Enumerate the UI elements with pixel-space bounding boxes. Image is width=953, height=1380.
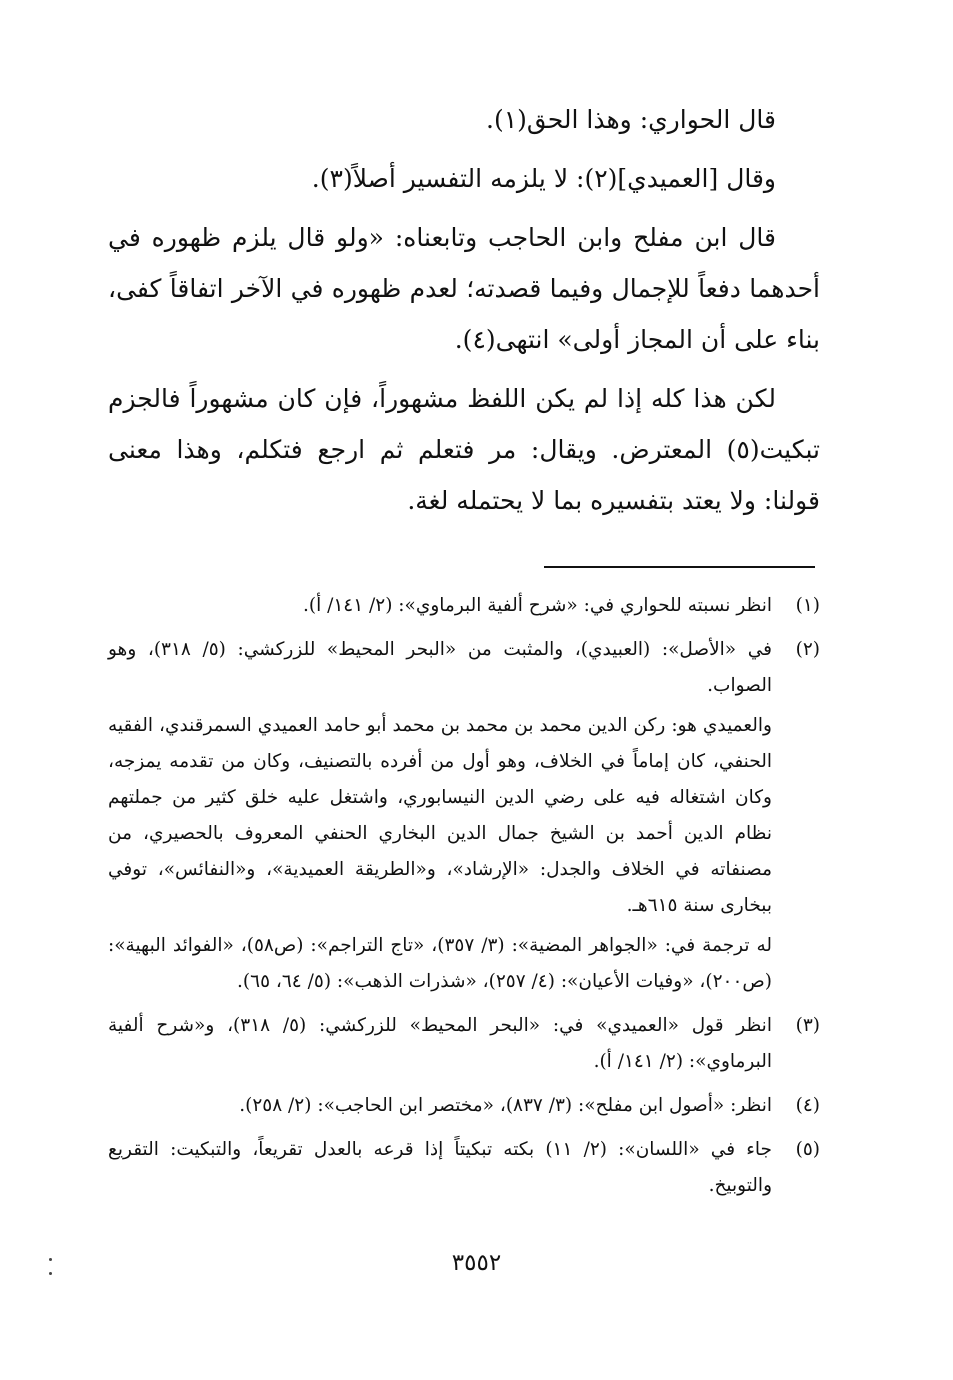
- footnote-text: له ترجمة في: «الجواهر المضية»: (٣/ ٣٥٧)، «تاج التراجم»: (ص٥٨)، «الفوائد البهية»: (ص٢٠٠)، «وفيات الأعيان»: (٤/ ٢٥٧)، «شذرات الذهب»: (٥/ ٦٤، ٦٥).: [108, 935, 773, 992]
- footnote-text: انظر نسبته للحواري في: «شرح ألفية البرماوي»: (٢/ ١٤١/ أ).: [302, 595, 772, 616]
- footnote-number: (٤): [795, 1095, 820, 1116]
- footnote-number: (٣): [795, 1015, 820, 1036]
- footnote-body: [108, 588, 772, 628]
- footnote-number: (٥): [795, 1139, 820, 1160]
- footnote-body: [108, 1088, 772, 1128]
- footnote-text: والعميدي هو: ركن الدين محمد بن محمد بن محمد أبو حامد العميدي السمرقندي، الفقيه الحنفي، كان إماماً في الخلاف، وهو أول من أفرده بالتصنيف، وكان من تقدمه يمزجه، وكان اشتغاله فيه على رضي الدين النيسابوري، واشتغل عليه خلق كثير من جملتهم نظام الدين أحمد بن الشيخ جمال الدين البخاري الحنفي المعروف بالحصيري، من مصنفاته في الخلاف والجدل: «الإرشاد»، و«الطريقة العميدية»، و«النفائس»، توفي ببخارى سنة ٦١٥هـ.: [108, 715, 772, 916]
- footnote-text: انظر: «أصول ابن مفلح»: (٣/ ٨٣٧)، «مختصر ابن الحاجب»: (٢/ ٢٥٨).: [239, 1095, 772, 1116]
- footnote-body: [108, 1132, 772, 1208]
- main-paragraph-3: قال ابن مفلح وابن الحاجب وتابعناه: «ولو قال يلزم ظهوره في أحدهما دفعاً للإجمال وفيما قصدته؛ لعدم ظهوره في الآخر اتفاقاً كفى، بناء على أن المجاز أولى» انتهى(٤).: [108, 223, 820, 354]
- footnote-1: [108, 588, 820, 628]
- scan-mark: [49, 1272, 52, 1275]
- footnotes: [108, 588, 820, 1212]
- footnote-number: (١): [795, 595, 820, 616]
- main-paragraph-4: لكن هذا كله إذا لم يكن اللفظ مشهوراً، فإن كان مشهوراً فالجزم تبكيت(٥) المعترض. ويقال: مر فتعلم ثم ارجع فتكلم، وهذا معنى قولنا: ولا يعتد بتفسيره بما لا يحتمله لغة.: [108, 384, 820, 515]
- main-paragraph-2: وقال [العميدي](٢): لا يلزمه التفسير أصلاً(٣).: [311, 164, 776, 193]
- footnote-divider: [544, 566, 815, 568]
- footnote-number: (٢): [795, 639, 820, 660]
- footnote-body: [108, 1008, 772, 1084]
- footnote-text: انظر قول «العميدي» في: «البحر المحيط» للزركشي: (٥/ ٣١٨)، و«شرح ألفية البرماوي»: (٢/ ١٤١/ أ).: [108, 1015, 772, 1072]
- main-paragraph-1: قال الحواري: وهذا الحق(١).: [486, 105, 776, 134]
- footnote-body: [108, 632, 772, 1004]
- footnote-2: [108, 632, 820, 1004]
- footnote-text: في «الأصل»: (العبيدي)، والمثبت من «البحر المحيط» للزركشي: (٥/ ٣١٨)، وهو الصواب.: [108, 639, 772, 696]
- scan-mark: [49, 1258, 52, 1261]
- page-number: ٣٥٥٢: [451, 1250, 502, 1276]
- footnote-text: جاء في «اللسان»: (٢/ ١١) بكته تبكيتاً إذا قرعه بالعدل تقريعاً، والتبكيت: التقريع والتوبيخ.: [108, 1139, 772, 1196]
- main-text: [108, 94, 820, 534]
- footnote-3: [108, 1008, 820, 1084]
- footnote-5: [108, 1132, 820, 1208]
- footnote-4: [108, 1088, 820, 1128]
